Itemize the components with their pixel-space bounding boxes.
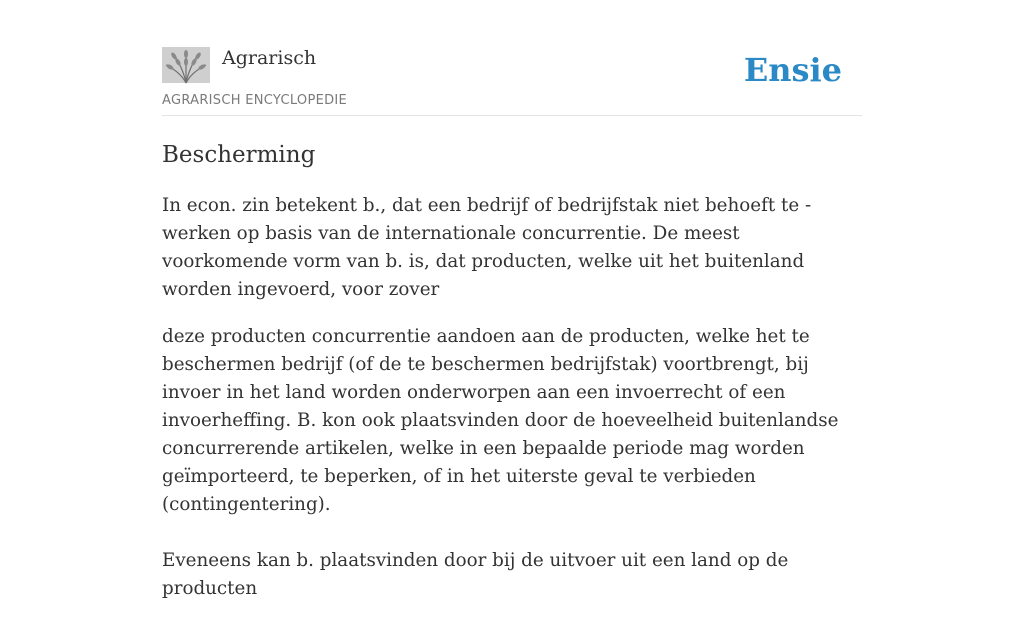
wheat-logo-graphic: [162, 47, 210, 83]
ensie-brand-link[interactable]: Ensie: [743, 51, 842, 89]
encyclopedia-header: [162, 0, 862, 116]
article-paragraph: In econ. zin betekent b., dat een bedrijf of bedrijfstak niet behoeft te -werken op basis van de internationale concurrentie. De meest voorkomende vorm van b. is, dat producten, welke uit het buitenland worden ingevoerd, voor zover: [162, 195, 812, 300]
article-body: [162, 192, 862, 622]
article-title: Bescherming: [162, 142, 316, 168]
article-paragraph: Eveneens kan b. plaatsvinden door bij de uitvoer uit een land op de producten: [162, 550, 789, 599]
encyclopedia-subtitle: AGRARISCH ENCYCLOPEDIE: [162, 93, 348, 108]
wheat-logo-icon[interactable]: [162, 47, 210, 83]
encyclopedia-name-link[interactable]: Agrarisch: [222, 47, 317, 69]
page-container: [162, 0, 862, 599]
article-paragraph: deze producten concurrentie aandoen aan de producten, welke het te beschermen bedrijf (of de te beschermen bedrijfstak) voortbrengt, bij invoer in het land worden onderworpen aan een invoerrecht of een invoerheffing. B. kon ook plaatsvinden door de hoeveelheid buitenlandse concurrerende artikelen, welke in een bepaalde periode mag worden geïmporteerd, te beperken, of in het uiterste geval te verbieden (contingentering).: [162, 326, 839, 515]
